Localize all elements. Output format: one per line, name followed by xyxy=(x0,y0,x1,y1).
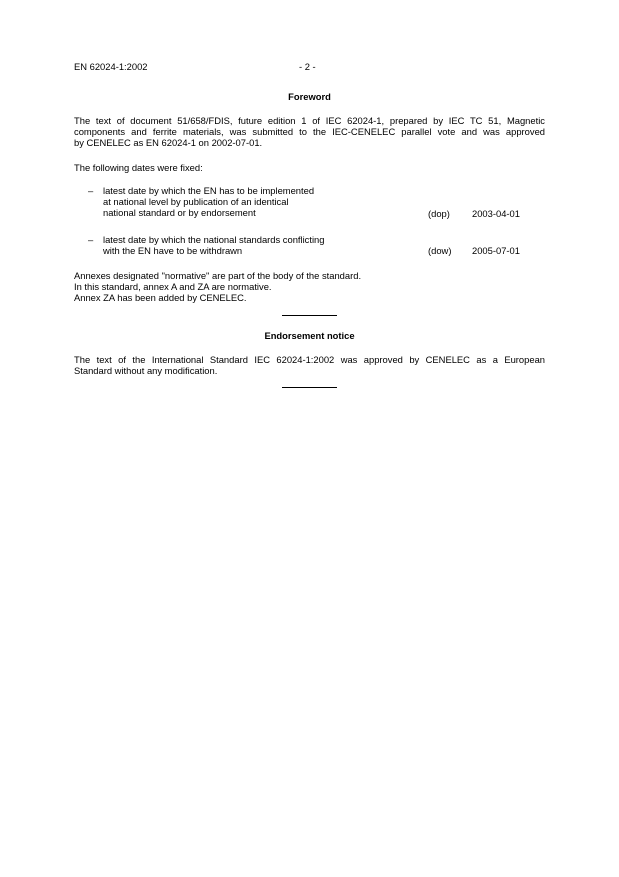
date-item-line: latest date by which the EN has to be implemented xyxy=(103,185,315,196)
endorsement-paragraph-line: The text of the International Standard IEC 62024-1:2002 was approved by CENELEC as a European xyxy=(74,354,545,365)
date-item-line: with the EN have to be withdrawn xyxy=(103,245,243,257)
foreword-paragraph-line: The text of document 51/658/FDIS, future edition 1 of IEC 62024-1, prepared by IEC TC 51, Magnetic xyxy=(74,115,545,126)
document-id: EN 62024-1:2002 xyxy=(74,61,148,72)
date-value-dop: 2003-04-01 xyxy=(472,208,520,219)
endorsement-paragraph-line: Standard without any modification. xyxy=(74,365,218,377)
list-dash: – xyxy=(88,234,94,245)
date-code-dow: (dow) xyxy=(428,245,452,256)
list-dash: – xyxy=(88,185,94,196)
date-item-line: at national level by publication of an identical xyxy=(103,196,289,208)
date-value-dow: 2005-07-01 xyxy=(472,245,520,256)
section-divider xyxy=(282,315,337,316)
section-divider xyxy=(282,387,337,388)
endorsement-paragraph xyxy=(74,354,545,376)
date-item-line: national standard or by endorsement xyxy=(103,207,256,219)
annex-paragraph xyxy=(74,270,545,304)
annex-line: In this standard, annex A and ZA are normative. xyxy=(74,281,272,293)
date-item-dow xyxy=(103,234,325,256)
foreword-heading: Foreword xyxy=(288,91,331,102)
date-item-dop xyxy=(103,185,314,219)
annex-line: Annex ZA has been added by CENELEC. xyxy=(74,292,247,304)
date-code-dop: (dop) xyxy=(428,208,450,219)
date-item-line: latest date by which the national standards conflicting xyxy=(103,234,325,245)
foreword-paragraph-line: components and ferrite materials, was submitted to the IEC-CENELEC parallel vote and was approved xyxy=(74,126,545,138)
foreword-paragraph xyxy=(74,115,545,149)
endorsement-heading: Endorsement notice xyxy=(264,330,355,341)
dates-intro: The following dates were fixed: xyxy=(74,162,203,173)
foreword-paragraph-line: by CENELEC as EN 62024-1 on 2002-07-01. xyxy=(74,137,263,149)
annex-line: Annexes designated "normative" are part of the body of the standard. xyxy=(74,270,362,281)
page-number: - 2 - xyxy=(299,61,316,72)
